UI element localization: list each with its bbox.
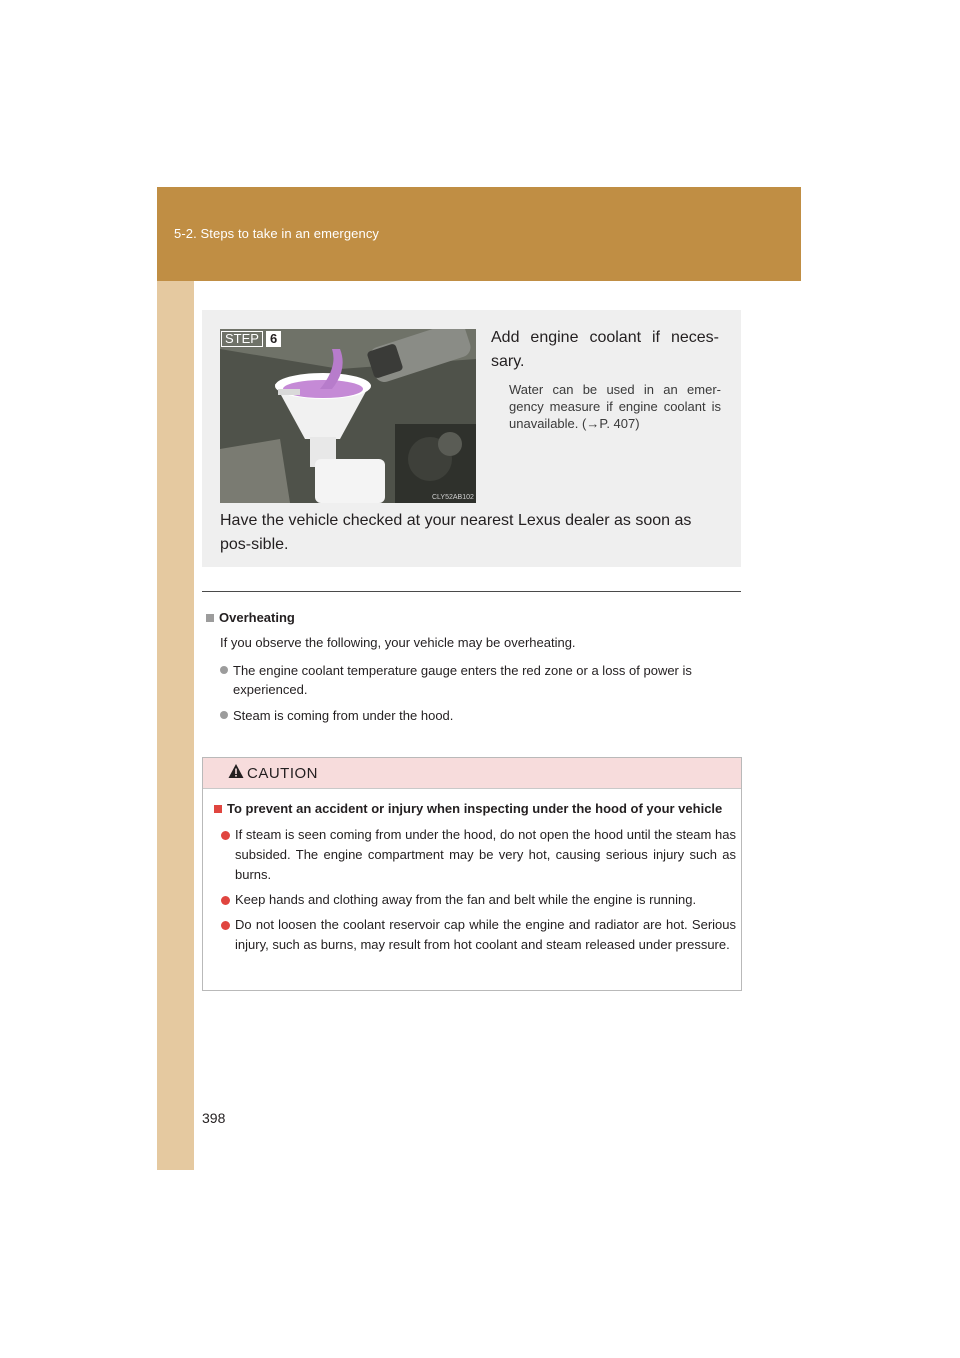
caution-item-text: If steam is seen coming from under the hood, do not open the hood until the steam has subsided. The engine compartment may be very hot, causing serious injury such as burns.: [235, 827, 736, 882]
image-code: CLY52AB102: [432, 494, 474, 501]
warning-triangle-icon: [228, 763, 244, 779]
list-item: [220, 706, 730, 725]
caution-box: [202, 757, 742, 991]
bullet-dot-icon: [221, 831, 230, 840]
page-number: 398: [202, 1110, 226, 1126]
overheating-heading: [206, 610, 295, 625]
list-item-text: The engine coolant temperature gauge enters the red zone or a loss of power is experienced.: [233, 663, 692, 697]
coolant-photo: [220, 329, 476, 503]
caution-item-text: Keep hands and clothing away from the fan and belt while the engine is running.: [235, 892, 697, 907]
step-tag: [221, 331, 281, 347]
bullet-dot-icon: [220, 711, 228, 719]
list-item: [220, 661, 730, 699]
caution-subheading: [214, 801, 722, 816]
bullet-dot-icon: [221, 921, 230, 930]
step-footer-text: Have the vehicle checked at your nearest Lexus dealer as soon as pos-sible.: [220, 512, 692, 553]
list-item-text: Steam is coming from under the hood.: [233, 708, 454, 723]
overheating-intro: If you observe the following, your vehicle may be overheating.: [220, 635, 576, 650]
caution-item: [221, 825, 736, 885]
bullet-dot-icon: [221, 896, 230, 905]
side-color-bar: [157, 187, 194, 1170]
overheating-heading-text: Overheating: [219, 610, 295, 625]
step-tag-word: STEP: [221, 331, 263, 347]
caution-item: [221, 915, 736, 955]
caution-subheading-text: To prevent an accident or injury when inspecting under the hood of your vehicle: [227, 801, 723, 816]
square-bullet-icon: [214, 805, 222, 813]
caution-label: CAUTION: [247, 765, 318, 782]
caution-header: [203, 758, 741, 789]
step-note: Water can be used in an emer-gency measure if engine coolant is unavailable. (→P. 407): [509, 382, 721, 431]
section-divider: [202, 591, 741, 592]
square-bullet-icon: [206, 614, 214, 622]
step-tag-number: 6: [266, 331, 281, 347]
step-instruction: Add engine coolant if neces-sary.: [491, 329, 719, 370]
bullet-dot-icon: [220, 666, 228, 674]
caution-item-text: Do not loosen the coolant reservoir cap while the engine and radiator are hot. Serious injury, such as burns, may result from hot coolant and steam released under pressure.: [235, 917, 736, 952]
chapter-section-title: 5-2. Steps to take in an emergency: [174, 226, 380, 241]
caution-item: [221, 890, 736, 910]
